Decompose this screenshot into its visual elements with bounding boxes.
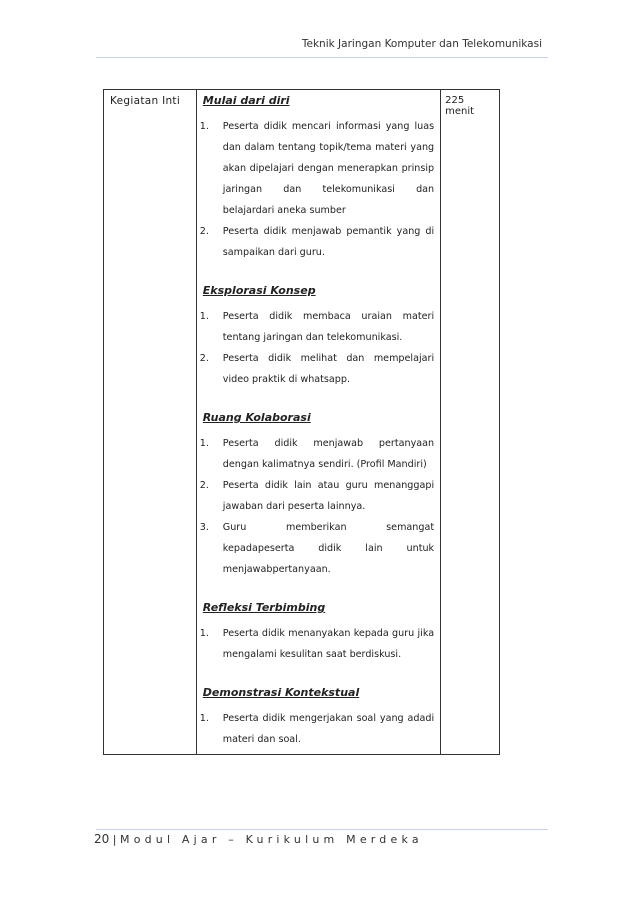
section-list bbox=[200, 433, 434, 580]
section-list bbox=[200, 708, 434, 750]
item-text: Peserta didik menanyakan kepada guru jika mengalami kesulitan saat berdiskusi. bbox=[222, 628, 435, 660]
item-number: 1. bbox=[199, 628, 209, 639]
item-number: 2. bbox=[199, 353, 209, 364]
item-text: Peserta didik melihat dan mempelajari video praktik di whatsapp. bbox=[222, 353, 435, 385]
list-item bbox=[200, 116, 434, 221]
duration-value: 225 menit bbox=[445, 95, 475, 117]
activity-label: Kegiatan Inti bbox=[110, 95, 181, 107]
section-title: Refleksi Terbimbing bbox=[202, 601, 326, 614]
item-text: Peserta didik menjawab pemantik yang di sampaikan dari guru. bbox=[222, 226, 435, 258]
activity-label-cell bbox=[104, 90, 197, 755]
list-item bbox=[200, 221, 434, 263]
item-text: Guru memberikan semangat kepadapeserta didik lain untuk menjawabpertanyaan. bbox=[222, 522, 435, 575]
item-text: Peserta didik membaca uraian materi tentang jaringan dan telekomunikasi. bbox=[222, 311, 435, 343]
list-item bbox=[200, 433, 434, 475]
table-row bbox=[104, 90, 500, 755]
item-text: Peserta didik lain atau guru menanggapi jawaban dari peserta lainnya. bbox=[222, 480, 435, 512]
page-footer bbox=[94, 832, 423, 846]
activity-content-cell bbox=[196, 90, 440, 755]
item-text: Peserta didik mencari informasi yang luas dan dalam tentang topik/tema materi yang akan dipelajari dengan menerapkan prinsip jaringan dan telekomunikasi dan belajardari aneka sumber bbox=[222, 121, 435, 216]
item-number: 2. bbox=[199, 480, 209, 491]
list-item bbox=[200, 708, 434, 750]
item-number: 1. bbox=[199, 311, 209, 322]
running-header-title: Teknik Jaringan Komputer dan Telekomunikasi bbox=[301, 38, 542, 50]
item-number: 3. bbox=[199, 522, 209, 533]
item-number: 2. bbox=[199, 226, 209, 237]
item-number: 1. bbox=[199, 438, 209, 449]
section-title: Mulai dari diri bbox=[202, 94, 290, 107]
list-item bbox=[200, 348, 434, 390]
section-title: Ruang Kolaborasi bbox=[202, 411, 311, 424]
footer-divider bbox=[96, 829, 548, 830]
footer-separator: | bbox=[112, 833, 117, 846]
item-number: 1. bbox=[199, 121, 209, 132]
list-item bbox=[200, 623, 434, 665]
item-text: Peserta didik mengerjakan soal yang adadi materi dan soal. bbox=[222, 713, 435, 745]
section-list bbox=[200, 623, 434, 665]
item-number: 1. bbox=[199, 713, 209, 724]
list-item bbox=[200, 475, 434, 517]
footer-text: Modul Ajar – Kurikulum Merdeka bbox=[120, 833, 423, 846]
section-title: Eksplorasi Konsep bbox=[202, 284, 316, 297]
section-list bbox=[200, 306, 434, 390]
section-title: Demonstrasi Kontekstual bbox=[202, 686, 360, 699]
item-text: Peserta didik menjawab pertanyaan dengan kalimatnya sendiri. (Profil Mandiri) bbox=[222, 438, 435, 470]
activity-table bbox=[103, 89, 500, 755]
header-divider bbox=[96, 57, 548, 58]
page-number: 20 bbox=[94, 832, 110, 846]
list-item bbox=[200, 517, 434, 580]
list-item bbox=[200, 306, 434, 348]
section-list bbox=[200, 116, 434, 263]
duration-cell bbox=[441, 90, 500, 755]
